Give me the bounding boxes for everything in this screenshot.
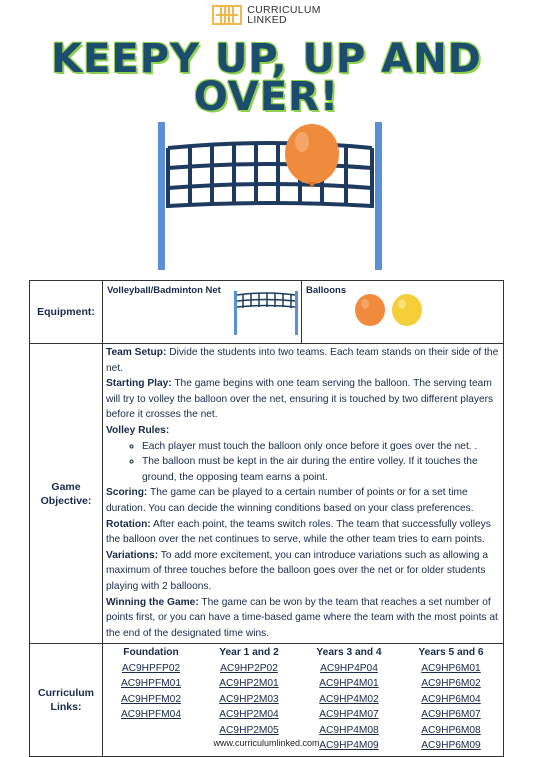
brand-header [0, 5, 533, 25]
objective-label-line-1: Game [51, 480, 81, 493]
scoring-paragraph: Scoring: The game can be played to a certain number of points or for a set time duration. You can decide the winning conditions based on your class preferences. [106, 487, 474, 514]
column-heading: Year 1 and 2 [219, 647, 279, 659]
objective-text-cell [103, 344, 504, 644]
curriculum-code-link[interactable]: AC9HP6M08 [421, 724, 481, 736]
column-heading: Foundation [123, 647, 179, 659]
brand-line-1: CURRICULUM [247, 4, 321, 16]
variations-paragraph: Variations: To add more excitement, you can introduce variations such as allowing a maximum of three touches before the balloon goes over the net or for older students playing with 2 balloons. [106, 549, 489, 592]
title-line-2: OVER! [193, 74, 340, 120]
curriculum-code-link[interactable]: AC9HP2M01 [219, 678, 279, 690]
orange-balloon-small [355, 294, 385, 326]
equipment-label: Equipment: [30, 281, 103, 344]
column-heading: Years 5 and 6 [418, 647, 484, 659]
activity-table [29, 280, 504, 757]
footer-url[interactable]: www.curriculumlinked.com [213, 738, 320, 748]
curriculum-code-link[interactable]: AC9HP6M02 [421, 678, 481, 690]
curriculum-code-link[interactable]: AC9HP6M01 [421, 662, 481, 674]
curriculum-code-link[interactable]: AC9HP6M09 [421, 740, 481, 752]
objective-label [30, 344, 103, 644]
volley-rules-list [106, 439, 500, 486]
winning-paragraph: Winning the Game: The game can be won by the team that reaches a set number of points first, or you can have a time-based game where the team with the most points at the end of the designated time wins. [106, 596, 498, 639]
curriculum-code-link[interactable]: AC9HPFP02 [121, 662, 181, 674]
curriculum-code-link[interactable]: AC9HP4M02 [319, 693, 379, 705]
title-line-1: KEEPY UP, UP AND [51, 36, 482, 82]
curriculum-code-link[interactable]: AC9HPFM04 [120, 709, 181, 721]
rotation-paragraph: Rotation: After each point, the teams switch roles. The team that successfully volleys the balloon over the net continues to serve, while the other team tries to earn points. [106, 518, 491, 546]
curriculum-linked-logo-icon [212, 5, 242, 25]
page-title [0, 36, 533, 120]
curriculum-code-link[interactable]: AC9HPFM02 [120, 693, 181, 705]
starting-play-paragraph: Starting Play: The game begins with one team serving the balloon. The serving team will try to volley the balloon over the net, ensuring it is touched by two different players before it crosses the net. [106, 378, 494, 421]
curriculum-code-link[interactable]: AC9HPFM01 [120, 678, 181, 690]
brand-name [247, 5, 321, 25]
team-setup-paragraph: Team Setup: Divide the students into two teams. Each team stands on their side of the net. [106, 347, 499, 374]
volley-rules-heading: Volley Rules: [106, 424, 170, 436]
brand-line-2: LINKED [247, 14, 287, 26]
volley-rule-2: ◦ The balloon must be kept in the air during the entire volley. If it touches the ground, the opposing team earns a point. [142, 454, 500, 485]
curriculum-code-link[interactable]: AC9HP2M04 [219, 709, 279, 721]
equipment-net-cell [103, 281, 302, 344]
curriculum-code-link[interactable]: AC9HP4P04 [320, 662, 378, 674]
equipment-row [30, 281, 504, 344]
curriculum-code-link[interactable]: AC9HP2M05 [219, 724, 279, 736]
objective-row [30, 344, 504, 644]
equipment-net-label: Volleyball/Badminton Net [107, 285, 221, 296]
equipment-balloons-label: Balloons [306, 285, 347, 296]
yellow-balloon-small [392, 294, 422, 326]
curriculum-code-link[interactable]: AC9HP4M07 [319, 709, 379, 721]
curriculum-code-link[interactable]: AC9HP6M04 [421, 693, 481, 705]
net-mesh [168, 142, 372, 208]
curriculum-code-link[interactable]: AC9HP2M03 [219, 693, 279, 705]
orange-balloon-icon [285, 124, 339, 188]
curriculum-code-link[interactable]: AC9HP6M07 [421, 709, 481, 721]
column-heading: Years 3 and 4 [316, 647, 382, 659]
small-net-icon [231, 285, 301, 335]
curriculum-label-line-2: Links: [50, 701, 82, 714]
net-post-left [158, 122, 165, 270]
curriculum-code-link[interactable]: AC9HP2P02 [220, 662, 278, 674]
balloons-icon [350, 293, 430, 333]
net-balloon-illustration [150, 118, 390, 278]
net-post-right [375, 122, 382, 270]
curriculum-code-link[interactable]: AC9HP4M01 [319, 678, 379, 690]
objective-label-line-2: Objective: [40, 494, 92, 507]
curriculum-code-link[interactable]: AC9HP4M08 [319, 724, 379, 736]
volley-rule-1: ◦ Each player must touch the balloon only once before it goes over the net. . [142, 439, 500, 455]
equipment-balloons-cell [302, 281, 504, 344]
curriculum-label-line-1: Curriculum [37, 687, 94, 700]
curriculum-code-link[interactable]: AC9HP4M09 [319, 740, 379, 752]
